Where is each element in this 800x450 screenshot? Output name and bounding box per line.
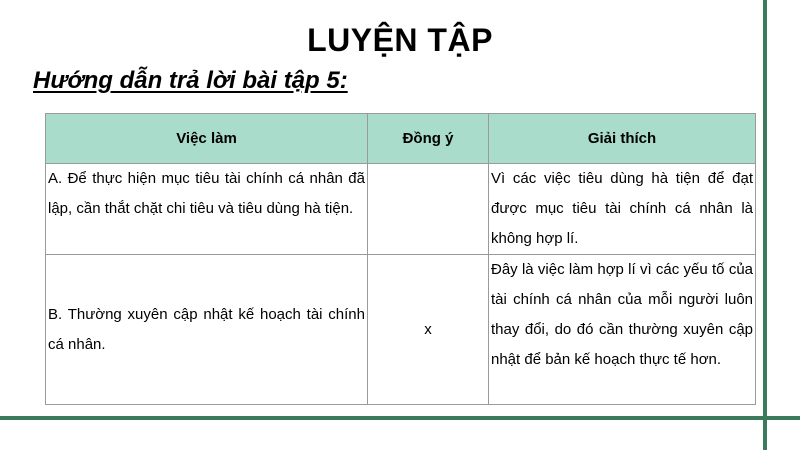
answer-table <box>45 113 756 405</box>
header-action: Việc làm <box>46 114 368 164</box>
slide-title: LUYỆN TẬP <box>307 22 493 58</box>
explanation-cell: Vì các việc tiêu dùng hà tiện để đạt được mục tiêu tài chính cá nhân là không hợp lí. <box>489 164 756 255</box>
agree-cell: x <box>368 255 489 405</box>
slide-subtitle: Hướng dẫn trả lời bài tập 5: <box>33 67 348 94</box>
decorative-vertical-line <box>763 0 767 450</box>
action-cell: B. Thường xuyên cập nhật kế hoạch tài chính cá nhân. <box>46 255 368 405</box>
explanation-cell: Đây là việc làm hợp lí vì các yếu tố của tài chính cá nhân của mỗi người luôn thay đổi, do đó cần thường xuyên cập nhật để bản kế hoạch thực tế hơn. <box>489 255 756 405</box>
header-agree: Đồng ý <box>368 114 489 164</box>
header-explanation: Giải thích <box>489 114 756 164</box>
action-cell: A. Để thực hiện mục tiêu tài chính cá nhân đã lập, cần thắt chặt chi tiêu và tiêu dùng hà tiện. <box>46 164 368 255</box>
table-row <box>46 255 756 405</box>
decorative-horizontal-line <box>0 416 800 420</box>
table-header-row <box>46 114 756 164</box>
agree-cell <box>368 164 489 255</box>
table-row <box>46 164 756 255</box>
